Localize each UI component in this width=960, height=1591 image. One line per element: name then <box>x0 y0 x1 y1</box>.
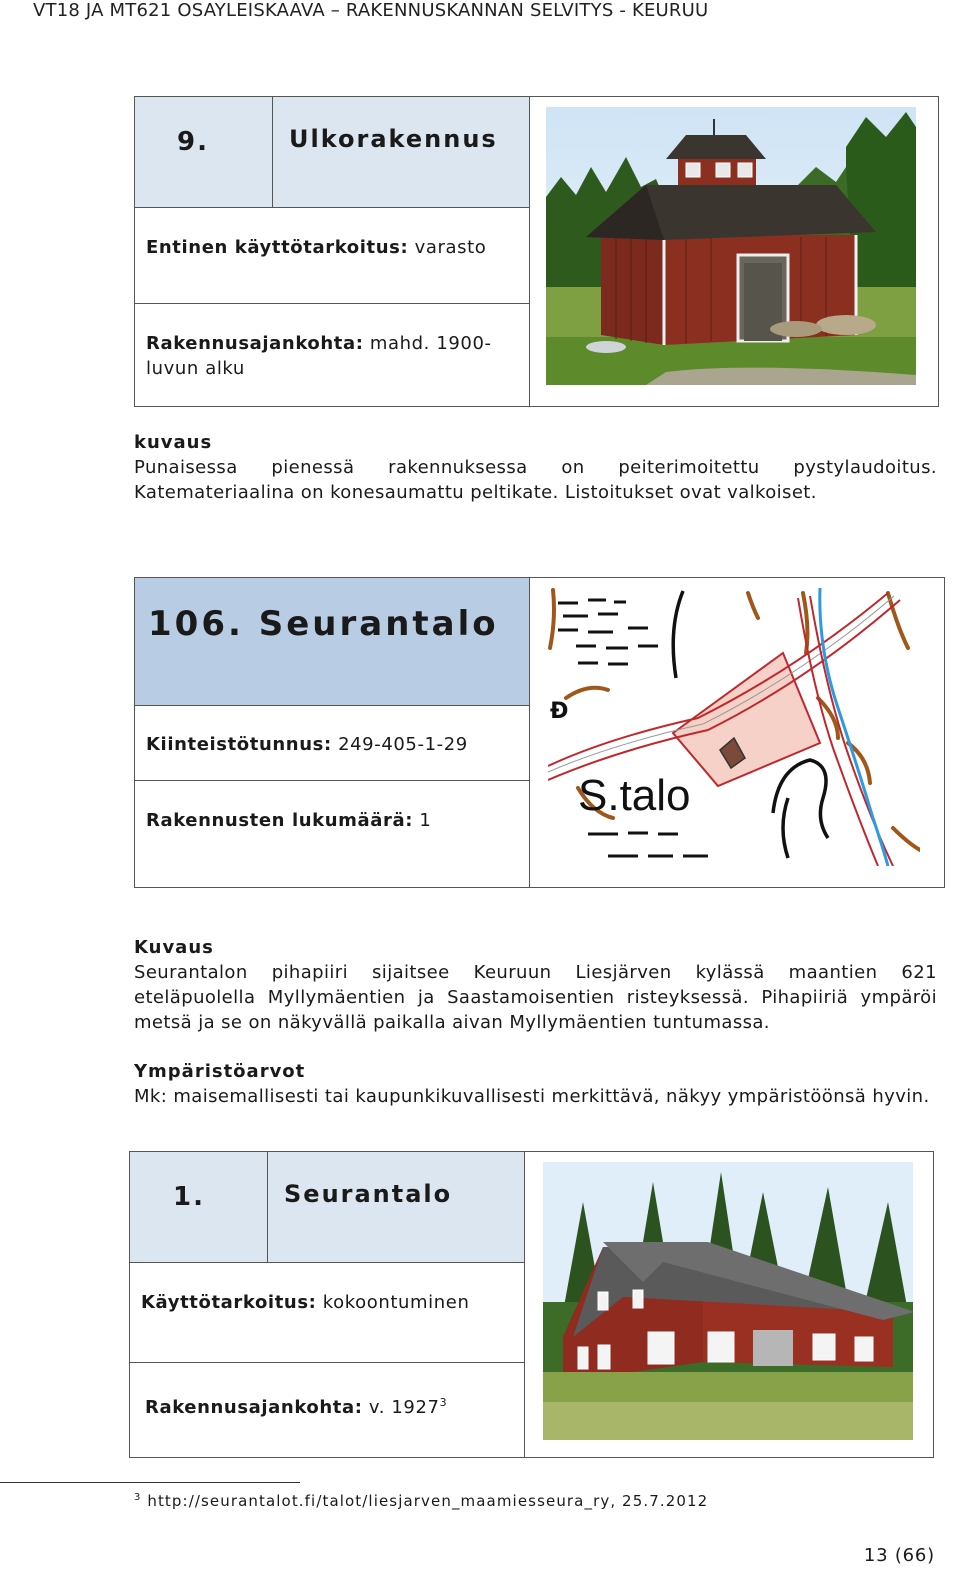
entry-title: Ulkorakennus <box>289 125 498 153</box>
footnote <box>134 1492 708 1510</box>
title-cell <box>267 1152 524 1262</box>
field-row <box>130 1362 524 1458</box>
field-value: v. 1927 <box>362 1397 440 1418</box>
description-text: Punaisessa pienessä rakennuksessa on peiterimoitettu pystylaudoitus. Katemateriaalina on konesaumattu peltikate. Listoitukset ovat valkoiset. <box>134 457 937 503</box>
field-value: kokoontuminen <box>316 1292 470 1313</box>
map-place-label: S.talo <box>578 771 691 820</box>
field-value: 1 <box>413 810 432 831</box>
footnote-link[interactable]: http://seurantalot.fi/talot/liesjarven_maamiesseura_ry, 25.7.2012 <box>147 1492 709 1510</box>
entry-title: Seurantalo <box>258 604 499 644</box>
footnote-ref[interactable]: 3 <box>439 1396 448 1409</box>
page-header: VT18 JA MT621 OSAYLEISKAAVA – RAKENNUSKANNAN SELVITYS - KEURUU <box>33 0 709 21</box>
field-row <box>135 303 529 407</box>
field-label: Rakennusajankohta: <box>146 333 364 354</box>
location-map <box>548 588 920 866</box>
field-label: Käyttötarkoitus: <box>141 1292 317 1313</box>
field-row <box>130 1262 524 1362</box>
page-number: 13 (66) <box>863 1545 935 1566</box>
field-row <box>135 705 529 780</box>
entry-number: 106. <box>148 604 244 644</box>
field-label: Rakennusten lukumäärä: <box>146 810 413 831</box>
field-row <box>135 780 529 888</box>
environment-heading: Ympäristöarvot <box>134 1061 306 1082</box>
field-value: mahd. 1900- <box>363 333 492 354</box>
building-card-9 <box>134 96 939 407</box>
svg-text:Ð: Ð <box>550 699 569 724</box>
barn-photo <box>546 107 916 385</box>
field-value-continued: luvun alku <box>146 358 245 379</box>
house-photo <box>543 1162 913 1440</box>
description-text: Seurantalon pihapiiri sijaitsee Keuruun Liesjärven kylässä maantien 621 eteläpuolella Myllymäentien ja Saastamoisentien risteyksessä. Pihapiiriä ympäröi metsä ja se on näkyvällä paikalla aivan Myllymäentien tuntumassa. <box>134 962 937 1033</box>
field-value: 249-405-1-29 <box>331 734 468 755</box>
field-label: Kiinteistötunnus: <box>146 734 332 755</box>
field-value: varasto <box>408 237 487 258</box>
number-title-cell <box>135 578 529 705</box>
map-cell <box>529 578 945 888</box>
footnote-separator <box>0 1482 300 1483</box>
field-label: Rakennusajankohta: <box>145 1397 363 1418</box>
footnote-marker: 3 <box>134 1492 142 1503</box>
building-card-1 <box>129 1151 934 1458</box>
description-heading: Kuvaus <box>134 937 214 958</box>
environment-text: Mk: maisemallisesti tai kaupunkikuvallisesti merkittävä, näkyy ympäristöönsä hyvin. <box>134 1086 930 1107</box>
photo-cell <box>529 97 939 407</box>
title-cell <box>272 97 529 207</box>
entry-number: 1. <box>173 1182 205 1212</box>
number-cell <box>130 1152 267 1262</box>
number-cell <box>135 97 272 207</box>
description-heading: kuvaus <box>134 432 213 453</box>
entry-number: 9. <box>177 127 209 157</box>
entry-title: Seurantalo <box>284 1180 453 1208</box>
field-label: Entinen käyttötarkoitus: <box>146 237 409 258</box>
building-card-106 <box>134 577 945 888</box>
field-row <box>135 207 529 303</box>
photo-cell <box>524 1152 934 1458</box>
